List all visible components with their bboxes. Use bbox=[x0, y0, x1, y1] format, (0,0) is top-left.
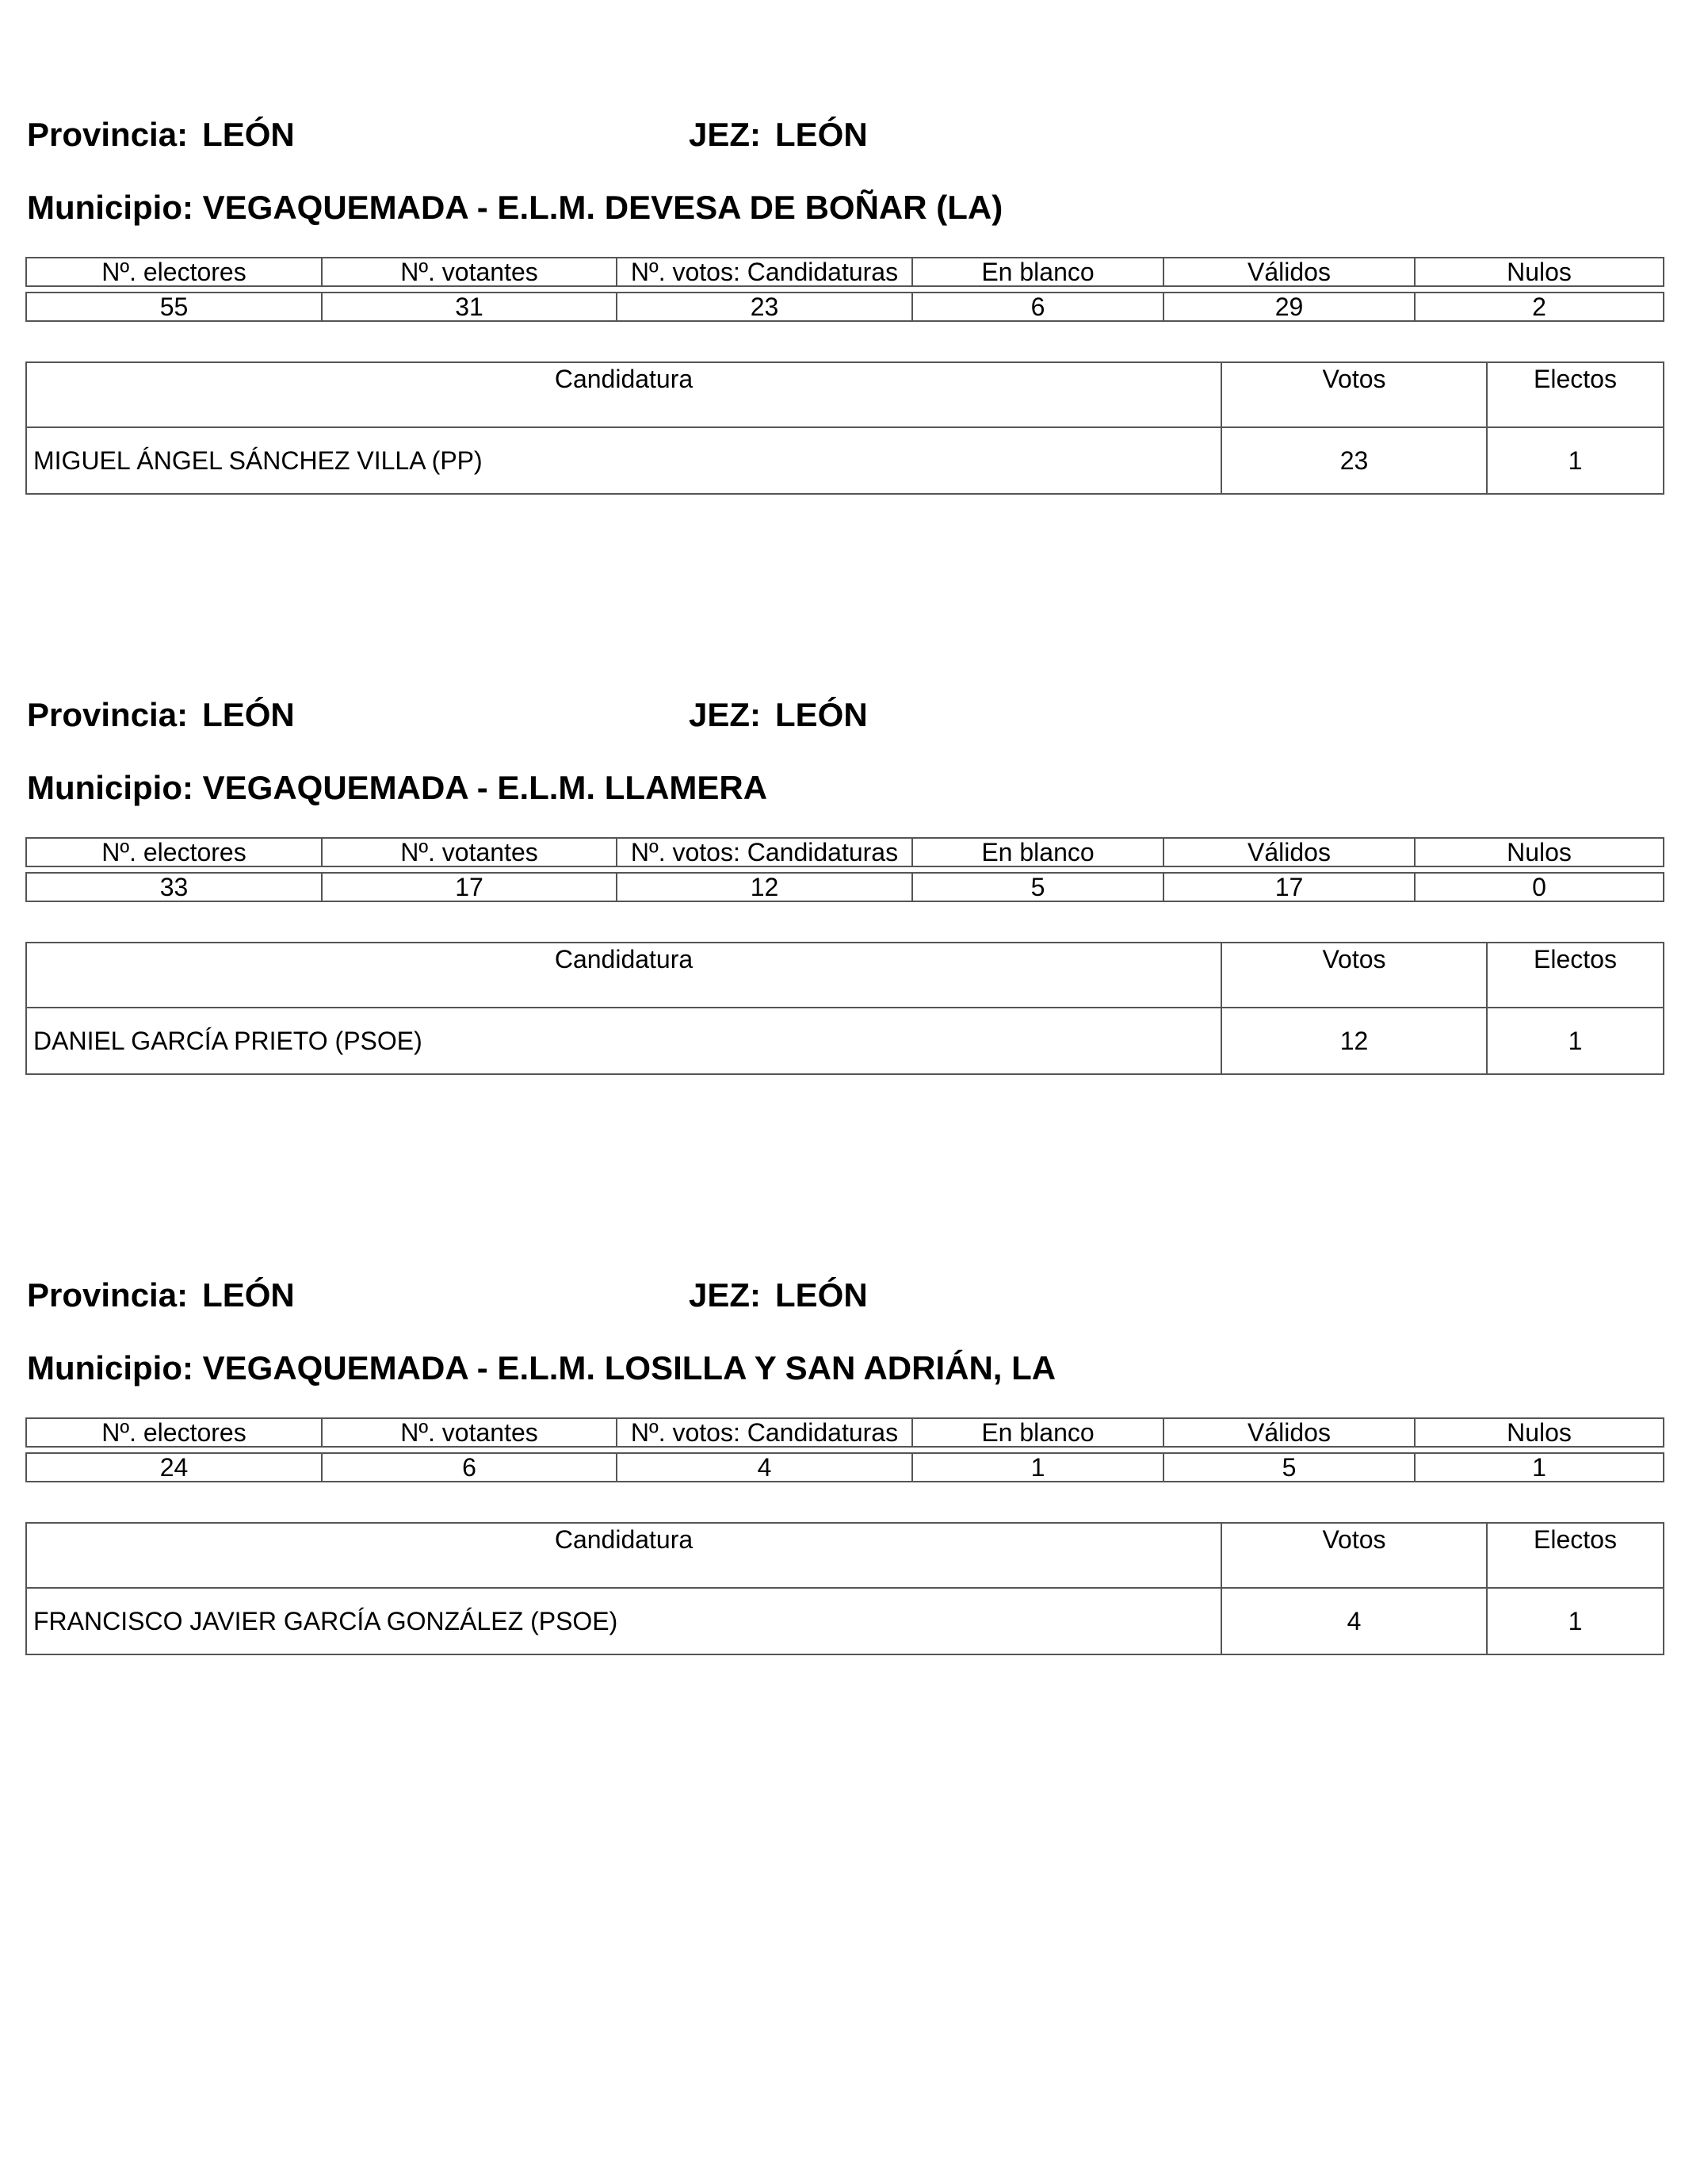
provincia-field bbox=[27, 1272, 295, 1319]
candidate-votos: 12 bbox=[1221, 1008, 1487, 1074]
stats-header-cell: Nº. votos: Candidaturas bbox=[617, 1418, 912, 1447]
stats-header-row bbox=[26, 258, 1664, 286]
candidate-electos: 1 bbox=[1487, 1588, 1664, 1654]
stats-value-cell: 17 bbox=[322, 873, 617, 901]
provincia-value: LEÓN bbox=[202, 116, 295, 153]
jez-label: JEZ: bbox=[689, 696, 762, 733]
stats-value-cell: 0 bbox=[1415, 873, 1664, 901]
stats-header-cell: Nº. votantes bbox=[322, 1418, 617, 1447]
provincia-label: Provincia: bbox=[27, 1276, 189, 1314]
jez-field bbox=[689, 1272, 868, 1319]
stats-header-cell: Nulos bbox=[1415, 258, 1664, 286]
stats-value-cell: 2 bbox=[1415, 293, 1664, 321]
stats-header-cell: Nº. electores bbox=[26, 258, 322, 286]
jez-label: JEZ: bbox=[689, 116, 762, 153]
stats-header-cell: En blanco bbox=[912, 1418, 1163, 1447]
stats-value-cell: 31 bbox=[322, 293, 617, 321]
stats-value-cell: 17 bbox=[1163, 873, 1415, 901]
candidates-table bbox=[25, 1522, 1664, 1655]
results-section-3 bbox=[25, 1272, 1663, 1635]
stats-value-cell: 1 bbox=[912, 1453, 1163, 1482]
stats-value-cell: 55 bbox=[26, 293, 322, 321]
provincia-label: Provincia: bbox=[27, 116, 189, 153]
votos-header: Votos bbox=[1221, 943, 1487, 1008]
stats-header-cell: Válidos bbox=[1163, 258, 1415, 286]
provincia-label: Provincia: bbox=[27, 696, 189, 733]
stats-table bbox=[25, 1417, 1664, 1482]
candidate-row bbox=[26, 1008, 1664, 1074]
jez-value: LEÓN bbox=[775, 696, 868, 733]
results-section-2 bbox=[25, 691, 1663, 1055]
stats-value-cell: 1 bbox=[1415, 1453, 1664, 1482]
location-line bbox=[25, 691, 1663, 739]
municipio-line bbox=[27, 184, 1003, 231]
stats-table bbox=[25, 837, 1664, 902]
electos-header: Electos bbox=[1487, 1523, 1664, 1588]
municipio-label: Municipio: bbox=[27, 1349, 193, 1387]
stats-header-cell: Válidos bbox=[1163, 838, 1415, 866]
location-line bbox=[25, 1272, 1663, 1319]
provincia-value: LEÓN bbox=[202, 696, 295, 733]
stats-value-cell: 5 bbox=[912, 873, 1163, 901]
candidatura-header: Candidatura bbox=[26, 1523, 1221, 1588]
candidates-header-row bbox=[26, 943, 1664, 1008]
stats-value-cell: 4 bbox=[617, 1453, 912, 1482]
stats-header-cell: Nº. votantes bbox=[322, 838, 617, 866]
candidatura-header: Candidatura bbox=[26, 943, 1221, 1008]
stats-header-cell: Nulos bbox=[1415, 838, 1664, 866]
electos-header: Electos bbox=[1487, 362, 1664, 427]
candidates-table bbox=[25, 942, 1664, 1075]
candidates-table bbox=[25, 361, 1664, 495]
stats-value-cell: 6 bbox=[912, 293, 1163, 321]
stats-header-row bbox=[26, 838, 1664, 866]
municipio-label: Municipio: bbox=[27, 189, 193, 226]
stats-header-cell: Nº. electores bbox=[26, 838, 322, 866]
candidates-header-row bbox=[26, 1523, 1664, 1588]
jez-field bbox=[689, 691, 868, 739]
municipio-value: VEGAQUEMADA - E.L.M. DEVESA DE BOÑAR (LA) bbox=[202, 189, 1003, 226]
candidate-row bbox=[26, 427, 1664, 494]
votos-header: Votos bbox=[1221, 362, 1487, 427]
stats-header-cell: Nº. votos: Candidaturas bbox=[617, 838, 912, 866]
provincia-field bbox=[27, 111, 295, 159]
stats-table bbox=[25, 257, 1664, 322]
stats-value-cell: 29 bbox=[1163, 293, 1415, 321]
jez-value: LEÓN bbox=[775, 116, 868, 153]
stats-value-row bbox=[26, 293, 1664, 321]
jez-value: LEÓN bbox=[775, 1276, 868, 1314]
provincia-value: LEÓN bbox=[202, 1276, 295, 1314]
stats-value-cell: 12 bbox=[617, 873, 912, 901]
stats-header-row bbox=[26, 1418, 1664, 1447]
candidate-votos: 4 bbox=[1221, 1588, 1487, 1654]
candidate-name: DANIEL GARCÍA PRIETO (PSOE) bbox=[26, 1008, 1221, 1074]
municipio-line bbox=[27, 764, 767, 812]
stats-value-cell: 23 bbox=[617, 293, 912, 321]
municipio-value: VEGAQUEMADA - E.L.M. LLAMERA bbox=[202, 769, 768, 806]
municipio-label: Municipio: bbox=[27, 769, 193, 806]
candidate-name: MIGUEL ÁNGEL SÁNCHEZ VILLA (PP) bbox=[26, 427, 1221, 494]
provincia-field bbox=[27, 691, 295, 739]
electos-header: Electos bbox=[1487, 943, 1664, 1008]
candidate-electos: 1 bbox=[1487, 427, 1664, 494]
candidate-name: FRANCISCO JAVIER GARCÍA GONZÁLEZ (PSOE) bbox=[26, 1588, 1221, 1654]
candidate-votos: 23 bbox=[1221, 427, 1487, 494]
candidate-electos: 1 bbox=[1487, 1008, 1664, 1074]
municipio-line bbox=[27, 1344, 1056, 1392]
candidate-row bbox=[26, 1588, 1664, 1654]
location-line bbox=[25, 111, 1663, 159]
stats-header-cell: Nº. votantes bbox=[322, 258, 617, 286]
candidates-header-row bbox=[26, 362, 1664, 427]
candidatura-header: Candidatura bbox=[26, 362, 1221, 427]
stats-header-cell: En blanco bbox=[912, 838, 1163, 866]
stats-header-cell: En blanco bbox=[912, 258, 1163, 286]
municipio-value: VEGAQUEMADA - E.L.M. LOSILLA Y SAN ADRIÁN, LA bbox=[202, 1349, 1056, 1387]
stats-header-cell: Válidos bbox=[1163, 1418, 1415, 1447]
jez-label: JEZ: bbox=[689, 1276, 762, 1314]
stats-value-cell: 5 bbox=[1163, 1453, 1415, 1482]
jez-field bbox=[689, 111, 868, 159]
results-section-1 bbox=[25, 111, 1663, 475]
stats-value-cell: 33 bbox=[26, 873, 322, 901]
stats-value-row bbox=[26, 873, 1664, 901]
stats-value-cell: 6 bbox=[322, 1453, 617, 1482]
stats-header-cell: Nulos bbox=[1415, 1418, 1664, 1447]
votos-header: Votos bbox=[1221, 1523, 1487, 1588]
stats-value-row bbox=[26, 1453, 1664, 1482]
stats-header-cell: Nº. votos: Candidaturas bbox=[617, 258, 912, 286]
stats-header-cell: Nº. electores bbox=[26, 1418, 322, 1447]
stats-value-cell: 24 bbox=[26, 1453, 322, 1482]
